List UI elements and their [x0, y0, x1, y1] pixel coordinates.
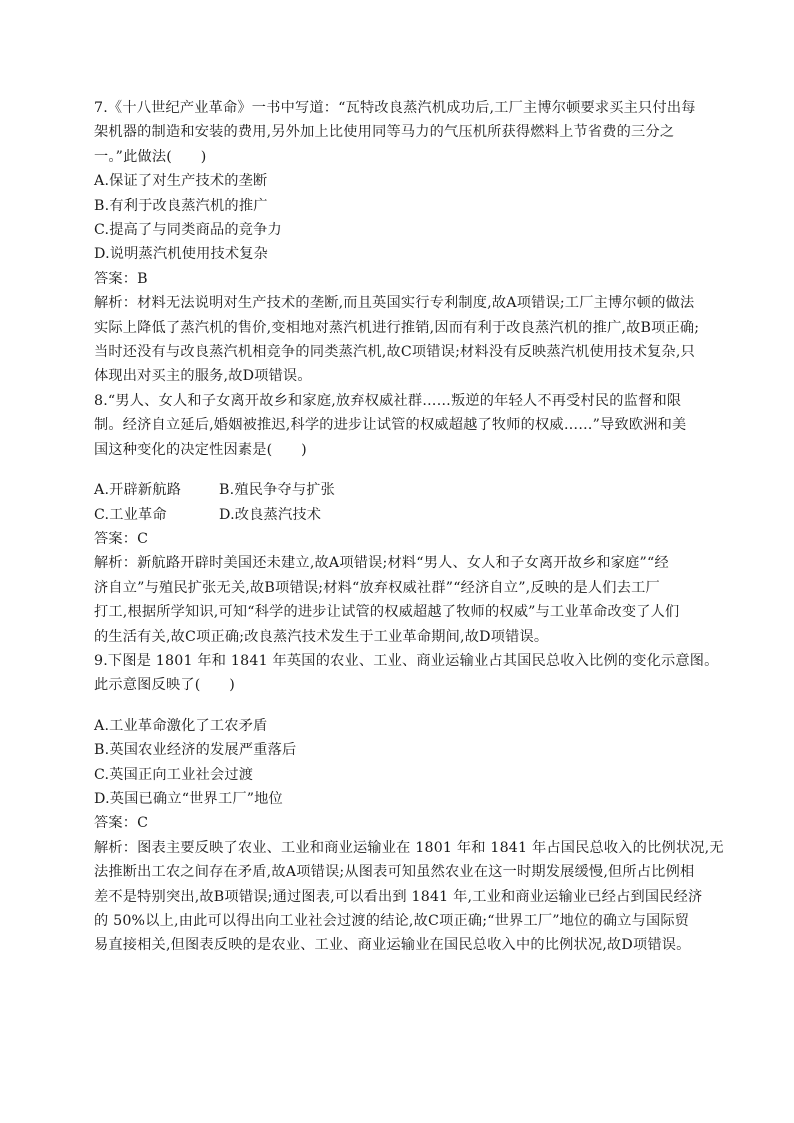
question-7-stem-line-1: 7.《十八世纪产业革命》一书中写道：“瓦特改良蒸汽机成功后,工厂主博尔顿要求买主只付出每 [94, 100, 696, 116]
question-7-analysis-line-3: 当时还没有与改良蒸汽机相竞争的同类蒸汽机,故C项错误;材料没有反映蒸汽机使用技术复杂,只 [94, 344, 695, 361]
question-7-option-d: D.说明蒸汽机使用技术复杂 [94, 246, 269, 263]
question-9-analysis-line-2: 法推断出工农之间存在矛盾,故A项错误;从图表可知虽然农业在这一时期发展缓慢,但所占比例相 [94, 864, 695, 881]
question-8-analysis-line-3: 打工,根据所学知识,可知“科学的进步让试管的权威超越了牧师的权威”与工业革命改变了人们 [94, 604, 680, 621]
analysis-label: 解析： [94, 555, 138, 572]
answer-value: B [137, 270, 148, 287]
question-7-analysis-line-2: 实际上降低了蒸汽机的售价,变相地对蒸汽机进行推销,因而有利于改良蒸汽机的推广,故B项正确; [94, 319, 700, 336]
question-8-stem-line-1: 8.“男人、女人和子女离开故乡和家庭,放弃权威社群……叛逆的年轻人不再受村民的监督和限 [94, 392, 682, 409]
question-7-stem-line-2: 架机器的制造和安装的费用,另外加上比使用同等马力的气压机所获得燃料上节省费的三分之 [94, 124, 675, 141]
question-9 [94, 649, 724, 958]
question-8 [94, 389, 714, 649]
question-8-answer [94, 527, 714, 551]
analysis-text: 新航路开辟时美国还未建立,故A项错误;材料“男人、女人和子女离开故乡和家庭”“经 [137, 555, 669, 572]
answer-value: C [137, 815, 149, 832]
document-page [94, 96, 724, 958]
question-8-analysis-line-1 [94, 551, 714, 575]
question-9-analysis-line-4: 的 50%以上,由此可以得出向工业社会过渡的结论,故C项正确;“世界工厂”地位的确立与国际贸 [94, 913, 690, 929]
spacer [94, 698, 714, 714]
question-9-analysis-line-1 [94, 836, 724, 860]
question-8-option-a: A.开辟新航路 [94, 482, 182, 499]
question-9-analysis-line-5: 易直接相关,但图表反映的是农业、工业、商业运输业在国民总收入中的比例状况,故D项错误。 [94, 937, 691, 954]
question-7-analysis-line-4: 体现出对买主的服务,故D项错误。 [94, 368, 312, 385]
question-7-option-b: B.有利于改良蒸汽机的推广 [94, 197, 268, 214]
question-8-analysis-line-2: 济自立”与殖民扩张无关,故B项错误;材料“放弃权威社群”“经济自立”,反映的是人们去工厂 [94, 579, 660, 596]
question-9-analysis-line-3: 差不是特别突出,故B项错误;通过图表,可以看出到 1841 年,工业和商业运输业已经占到国民经济 [94, 888, 703, 905]
analysis-text: 图表主要反映了农业、工业和商业运输业在 1801 年和 1841 年占国民总收入的比例状况,无 [137, 839, 724, 856]
question-9-option-d: D.英国已确立“世界工厂”地位 [94, 790, 283, 807]
analysis-label: 解析： [94, 839, 138, 856]
question-7-stem-line-3: 一。”此做法( ) [94, 148, 207, 165]
question-7 [94, 96, 714, 389]
answer-label: 答案： [94, 270, 138, 287]
question-7-option-c: C.提高了与同类商品的竞争力 [94, 222, 282, 239]
question-8-analysis-line-4: 的生活有关,故C项正确;改良蒸汽技术发生于工业革命期间,故D项错误。 [94, 628, 549, 645]
question-7-analysis-line-1 [94, 291, 714, 315]
analysis-label: 解析： [94, 295, 138, 312]
question-9-stem-line-2: 此示意图反映了( ) [94, 677, 235, 694]
question-8-option-c: C.工业革命 [94, 506, 167, 523]
question-8-stem-line-2: 制。经济自立延后,婚姻被推迟,科学的进步让试管的权威超越了牧师的权威……”导致欧洲和美 [94, 417, 687, 434]
answer-label: 答案： [94, 815, 138, 832]
spacer [94, 462, 714, 478]
analysis-text: 材料无法说明对生产技术的垄断,而且英国实行专利制度,故A项错误;工厂主博尔顿的做法 [137, 295, 695, 312]
question-7-answer [94, 267, 714, 291]
question-7-option-a: A.保证了对生产技术的垄断 [94, 173, 268, 190]
question-8-options-row-1 [94, 478, 714, 502]
question-9-option-c: C.英国正向工业社会过渡 [94, 766, 254, 783]
answer-value: C [137, 530, 149, 547]
question-8-stem-line-3: 国这种变化的决定性因素是( ) [94, 441, 307, 458]
question-9-option-b: B.英国农业经济的发展严重落后 [94, 742, 297, 759]
question-9-answer [94, 811, 714, 835]
question-8-option-d: D.改良蒸汽技术 [219, 506, 322, 523]
question-8-option-b: B.殖民争夺与扩张 [219, 482, 336, 499]
question-9-stem-line-1: 9.下图是 1801 年和 1841 年英国的农业、工业、商业运输业占其国民总收入比例的变化示意图。 [94, 652, 719, 669]
question-9-option-a: A.工业革命激化了工农矛盾 [94, 717, 268, 734]
answer-label: 答案： [94, 530, 138, 547]
question-8-options-row-2 [94, 503, 714, 527]
